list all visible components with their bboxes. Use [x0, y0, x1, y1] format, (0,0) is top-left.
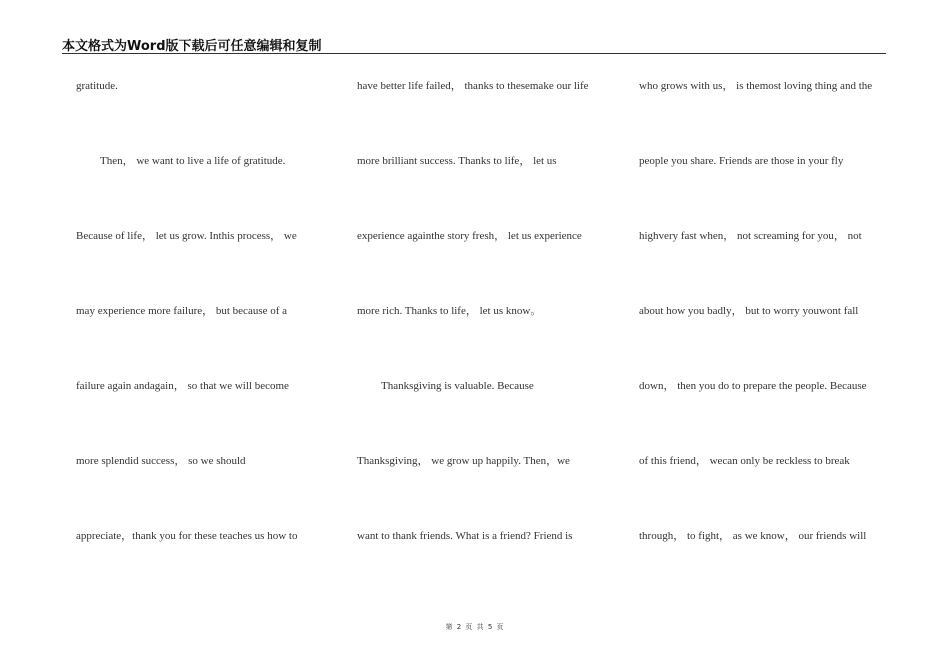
page-number-footer: 第 2 页 共 5 页 — [445, 623, 505, 631]
text-column-2 — [357, 79, 607, 604]
text-line: Then， we want to live a life of gratitude. — [100, 155, 286, 167]
text-line: who grows with us， is themost loving thing and the — [639, 80, 873, 92]
text-line: experience againthe story fresh， let us experience — [357, 230, 582, 242]
text-line: more brilliant success. Thanks to life， let us — [357, 155, 557, 167]
text-line: down， then you do to prepare the people. Because — [639, 380, 867, 392]
text-line: have better life failed， thanks to thesemake our life — [357, 80, 589, 92]
text-line: of this friend， wecan only be reckless to break — [639, 455, 850, 467]
text-line: appreciate，thank you for these teaches us how to — [76, 530, 298, 542]
text-line: Thanksgiving， we grow up happily. Then，we — [357, 455, 570, 467]
text-line: people you share. Friends are those in your fly — [639, 155, 844, 167]
text-line: Because of life， let us grow. Inthis process， we — [76, 230, 297, 242]
text-column-3 — [639, 79, 889, 604]
text-line: through， to fight， as we know， our friends will — [639, 530, 867, 542]
text-line: about how you badly， but to worry youwont fall — [639, 305, 859, 317]
text-line: Thanksgiving is valuable. Because — [381, 380, 534, 392]
page-header — [62, 33, 886, 54]
text-line: more rich. Thanks to life， let us know。 — [357, 305, 542, 317]
text-column-1 — [76, 79, 326, 604]
text-line: may experience more failure， but because of a — [76, 305, 288, 317]
document-header-title: 本文格式为Word版下载后可任意编辑和复制 — [62, 39, 322, 54]
text-line: want to thank friends. What is a friend? Friend is — [357, 530, 573, 542]
text-line: gratitude. — [76, 80, 118, 92]
text-line: highvery fast when， not screaming for you， not — [639, 230, 862, 242]
text-line: more splendid success， so we should — [76, 455, 246, 467]
text-line: failure again andagain， so that we will become — [76, 380, 289, 392]
